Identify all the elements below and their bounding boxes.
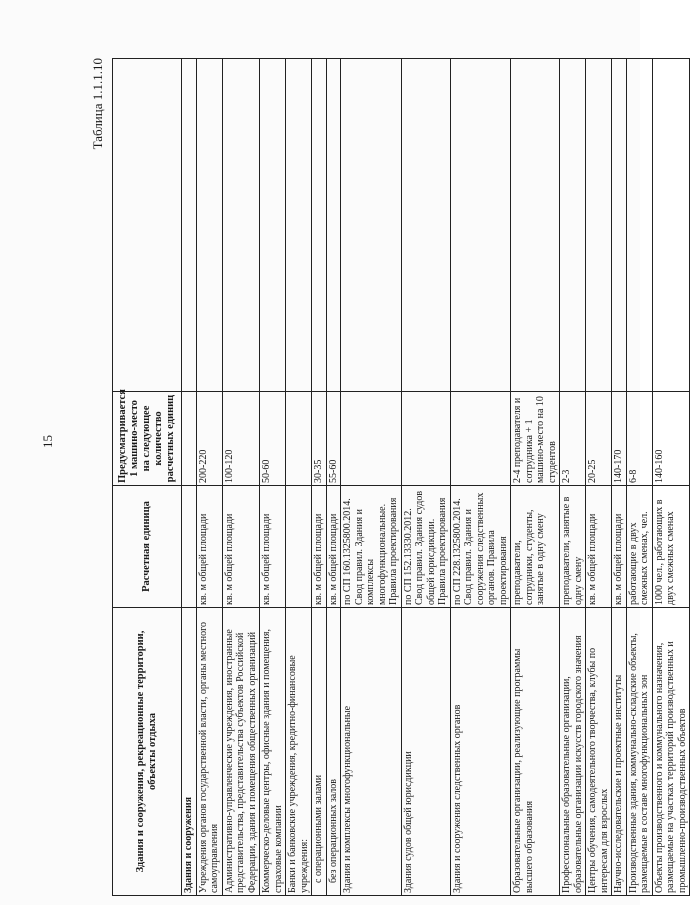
row-value <box>450 392 511 486</box>
row-unit: преподаватели, занятые в одну смену <box>560 486 586 608</box>
row-unit: по СП 152.13330.2012. Свод правил. Здания судов общей юрисдикции. Правила проектирования <box>401 486 450 608</box>
table-row <box>286 59 312 896</box>
row-extra-cell <box>652 59 690 392</box>
table-row <box>560 59 586 896</box>
table-row <box>341 59 402 896</box>
row-building-type: Коммерческо-деловые центры, офисные здания и помещения, страховые компании <box>260 608 286 896</box>
row-value: 2-4 преподавателя и сотрудника + 1 машино-место на 10 студентов <box>511 392 560 486</box>
page-number: 15 <box>40 435 55 448</box>
row-building-type: Центры обучения, самодеятельного творчества, клубы по интересам для взрослых <box>586 608 612 896</box>
row-building-type: без операционных залов <box>326 608 341 896</box>
row-extra-cell <box>260 59 286 392</box>
row-building-type: Здания и комплексы многофункциональные <box>341 608 402 896</box>
row-value: 140-160 <box>652 392 690 486</box>
header-row <box>113 59 182 896</box>
row-value: 140-170 <box>612 392 627 486</box>
row-building-type: Объекты производственного и коммунального назначения, размещаемые на участках территорий производственных и промышленно-производственных объектов <box>652 608 690 896</box>
row-building-type: Учреждения органов государственной власти, органы местного самоуправления <box>196 608 222 896</box>
row-extra-cell <box>586 59 612 392</box>
table-title: Таблица 1.1.1.10 <box>90 58 105 150</box>
row-unit: кв. м общей площади <box>586 486 612 608</box>
header-spaces-per-unit: Предусматривается 1 машино-место на следующее количество расчетных единиц <box>113 392 182 486</box>
row-extra-cell <box>286 59 312 392</box>
row-extra-cell <box>560 59 586 392</box>
row-value: 2-3 <box>560 392 586 486</box>
row-value: 30-35 <box>312 392 327 486</box>
row-unit <box>286 486 312 608</box>
row-unit: кв. м общей площади <box>222 486 260 608</box>
row-extra-cell <box>450 59 511 392</box>
table-row <box>260 59 286 896</box>
row-unit: кв. м общей площади <box>326 486 341 608</box>
row-unit: по СП 160.1325800.2014. Свод правил. Здания и комплексы многофункциональные. Правила проектирования <box>341 486 402 608</box>
table-row <box>196 59 222 896</box>
row-unit: кв. м общей площади <box>196 486 222 608</box>
table-row <box>652 59 690 896</box>
table-row <box>626 59 652 896</box>
table-row <box>312 59 327 896</box>
table-row <box>326 59 341 896</box>
row-building-type: Производственные здания, коммунально-складские объекты, размещаемые в составе многофункциональных зон <box>626 608 652 896</box>
row-value: 6-8 <box>626 392 652 486</box>
row-value: 200-220 <box>196 392 222 486</box>
row-building-type: Научно-исследовательские и проектные институты <box>612 608 627 896</box>
row-value <box>341 392 402 486</box>
row-value <box>286 392 312 486</box>
row-extra-cell <box>341 59 402 392</box>
row-extra-cell <box>326 59 341 392</box>
row-building-type: с операционными залами <box>312 608 327 896</box>
row-unit: кв. м общей площади <box>260 486 286 608</box>
section-title: Здания и сооружения <box>182 608 197 896</box>
row-building-type: Образовательные организации, реализующие программы высшего образования <box>511 608 560 896</box>
table-row <box>586 59 612 896</box>
row-building-type: Здания и сооружения следственных органов <box>450 608 511 896</box>
header-unit: Расчетная единица <box>113 486 182 608</box>
row-extra-cell <box>312 59 327 392</box>
header-building-type: Здания и сооружения, рекреационные территории, объекты отдыха <box>113 608 182 896</box>
row-building-type: Административно-управленческие учреждения, иностранные представительства, представительства субъектов Российской Федерации, здания и помещения общественных организаций <box>222 608 260 896</box>
table-row <box>612 59 627 896</box>
row-unit: кв. м общей площади <box>612 486 627 608</box>
row-value: 100-120 <box>222 392 260 486</box>
row-value: 20-25 <box>586 392 612 486</box>
row-unit: по СП 228.1325800.2014. Свод правил. Здания и сооружения следственных органов. Правила проектирования <box>450 486 511 608</box>
row-building-type: Банки и банковские учреждения, кредитно-финансовые учреждения: <box>286 608 312 896</box>
row-extra-cell <box>196 59 222 392</box>
table-cell <box>182 392 197 486</box>
table-row <box>401 59 450 896</box>
row-value: 55-60 <box>326 392 341 486</box>
row-extra-cell <box>401 59 450 392</box>
table-cell <box>182 486 197 608</box>
table-cell <box>182 59 197 392</box>
row-extra-cell <box>612 59 627 392</box>
row-value: 50-60 <box>260 392 286 486</box>
parking-norms-table <box>112 58 690 896</box>
row-unit: преподаватели, сотрудники, студенты, занятые в одну смену <box>511 486 560 608</box>
table-row <box>450 59 511 896</box>
row-extra-cell <box>222 59 260 392</box>
row-building-type: Профессиональные образовательные организации, образовательные организации искусств городского значения <box>560 608 586 896</box>
row-unit: 1000 чел., работающих в двух смежных сменах <box>652 486 690 608</box>
row-building-type: Здания судов общей юрисдикции <box>401 608 450 896</box>
section-row <box>182 59 197 896</box>
header-extra-column <box>113 59 182 392</box>
table-row <box>222 59 260 896</box>
table-row <box>511 59 560 896</box>
rotated-table-container <box>90 36 688 896</box>
row-extra-cell <box>511 59 560 392</box>
row-extra-cell <box>626 59 652 392</box>
row-unit: работающие в двух смежных сменах, чел. <box>626 486 652 608</box>
row-value <box>401 392 450 486</box>
row-unit: кв. м общей площади <box>312 486 327 608</box>
